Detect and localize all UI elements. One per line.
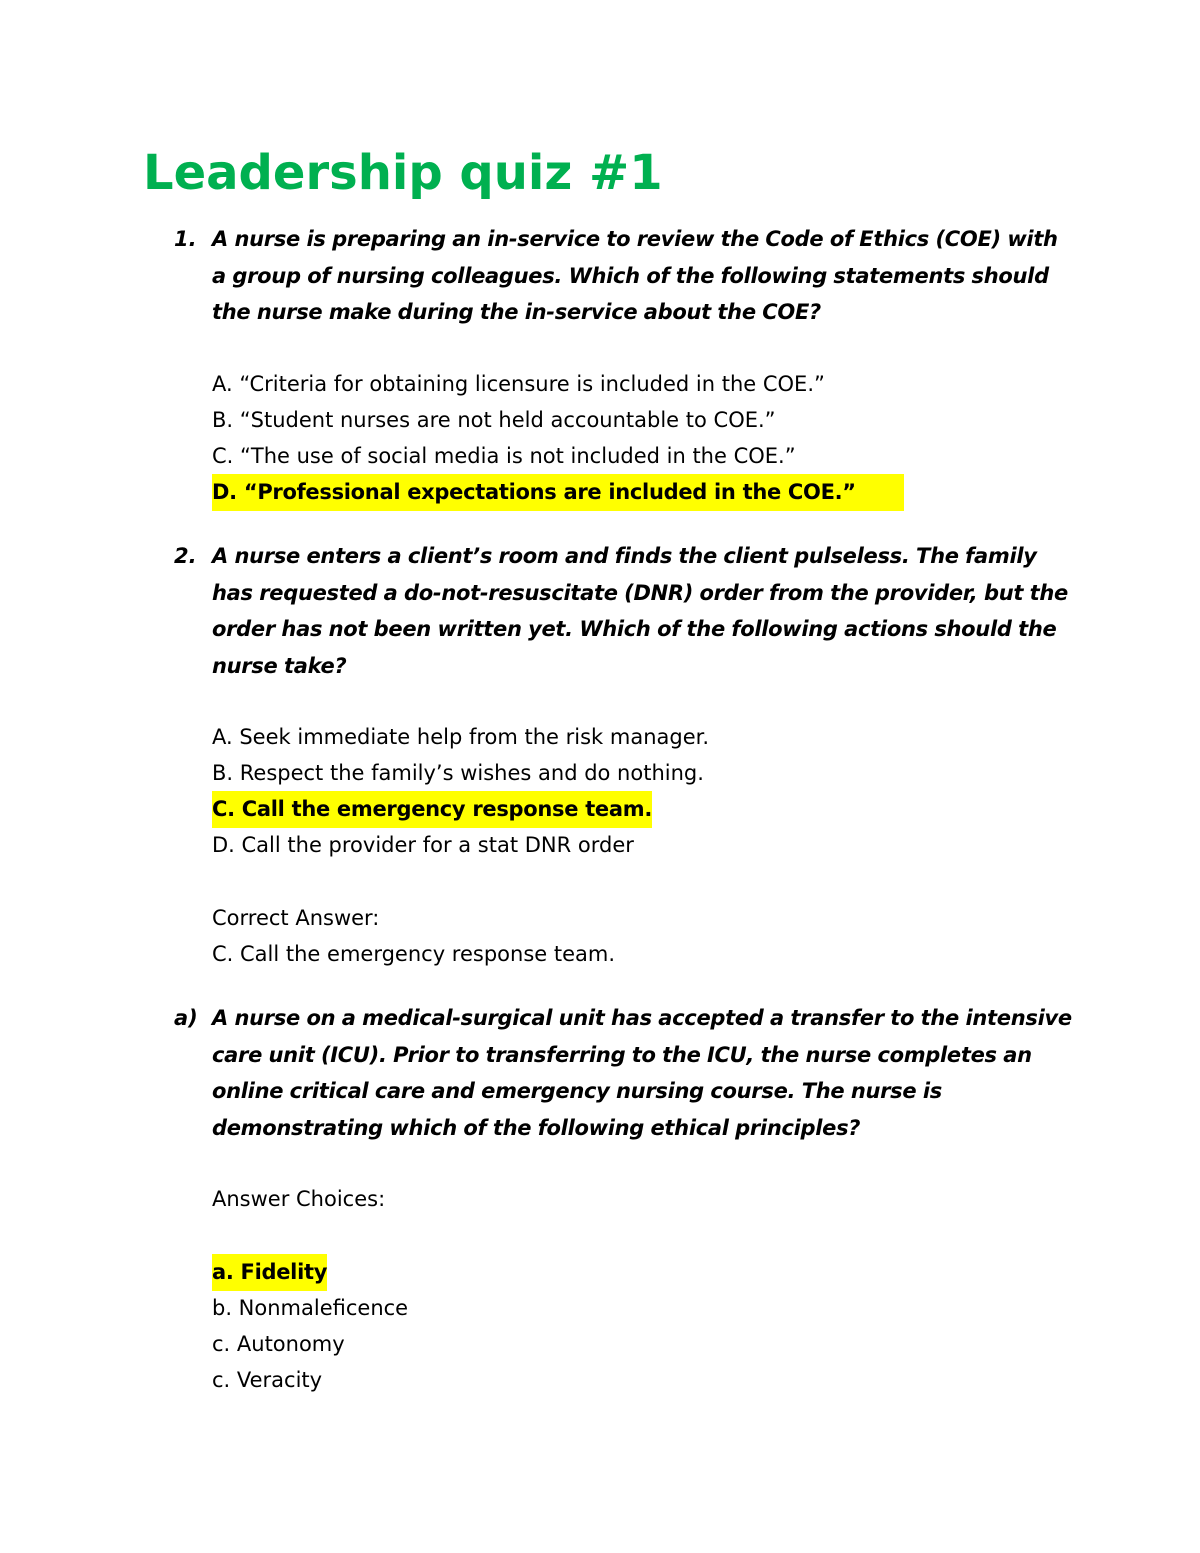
question-1-option-a: A. “Criteria for obtaining licensure is included in the COE.” <box>212 372 825 396</box>
question-1-text: A nurse is preparing an in-service to review the Code of Ethics (COE) with a group of nursing colleagues. Which of the following statements should the nurse make during the in-service about the COE? <box>212 227 1058 324</box>
question-2-number: 2. <box>174 544 197 568</box>
question-2-option-c-highlighted: C. Call the emergency response team. <box>212 791 652 828</box>
question-3-option-b: b. Nonmaleficence <box>212 1296 409 1320</box>
question-2-option-a: A. Seek immediate help from the risk manager. <box>212 725 710 749</box>
correct-answer-label: Correct Answer: <box>212 906 380 930</box>
question-1-option-d-highlighted: D. “Professional expectations are included in the COE.” <box>212 474 904 511</box>
question-2-option-b: B. Respect the family’s wishes and do nothing. <box>212 761 704 785</box>
question-3-option-d: c. Veracity <box>212 1368 323 1392</box>
question-2-option-d: D. Call the provider for a stat DNR order <box>212 833 634 857</box>
question-3-text: A nurse on a medical-surgical unit has accepted a transfer to the intensive care unit (ICU). Prior to transferring to the ICU, the nurse completes an online critical care and emergency nursing course. The nurse is demonstrating which of the following ethical principles? <box>212 1006 1072 1140</box>
question-1-option-b: B. “Student nurses are not held accountable to COE.” <box>212 408 776 432</box>
question-2-text: A nurse enters a client’s room and finds the client pulseless. The family has requested a do-not-resuscitate (DNR) order from the provider, but the order has not been written yet. Which of the following actions should the nurse take? <box>212 544 1068 678</box>
question-1-option-c: C. “The use of social media is not included in the COE.” <box>212 444 796 468</box>
question-3-option-c: c. Autonomy <box>212 1332 345 1356</box>
question-3-number: a) <box>174 1006 198 1030</box>
page-title: Leadership quiz #1 <box>143 145 663 201</box>
correct-answer-text: C. Call the emergency response team. <box>212 942 616 966</box>
answer-choices-label: Answer Choices: <box>212 1187 386 1211</box>
question-3-option-a-highlighted: a. Fidelity <box>212 1254 327 1291</box>
question-1-number: 1. <box>174 227 197 251</box>
